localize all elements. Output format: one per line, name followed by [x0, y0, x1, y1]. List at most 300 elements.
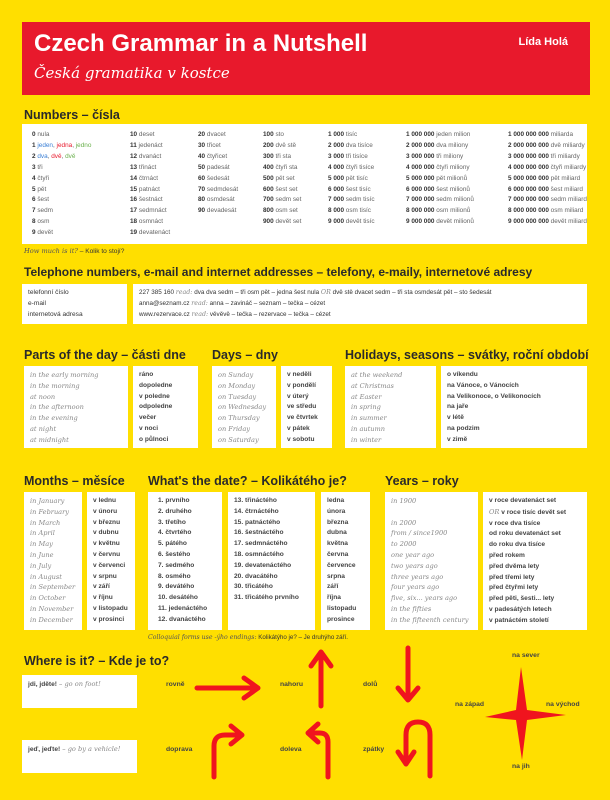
page-subtitle: Česká gramatika v kostce — [34, 64, 230, 82]
item-text: at Easter — [351, 392, 382, 401]
numeral: 700 — [263, 196, 274, 204]
numeral: 12 — [130, 152, 138, 160]
item-text: v létě — [447, 414, 464, 422]
numeral: 3 — [32, 163, 36, 171]
numeral: 3 000 000 000 — [508, 152, 549, 160]
item-text: on Monday — [218, 381, 256, 390]
item-text: před pěti, šesti... lety — [489, 595, 555, 603]
numeral: 400 — [263, 163, 274, 171]
number-word: osm milionů — [436, 207, 471, 215]
numeral: 6 000 000 — [406, 185, 435, 193]
numeral: 60 — [198, 174, 206, 182]
number-word: dvacet — [206, 131, 226, 138]
item-text: 7. sedmého — [158, 561, 195, 569]
numeral: 4 000 — [328, 163, 344, 171]
number-word: devět set — [275, 218, 302, 226]
number-word: sedm miliard — [550, 196, 587, 204]
numeral: 100 — [263, 131, 274, 138]
numeral: 8 000 000 000 — [508, 207, 549, 215]
author: Lída Holá — [518, 36, 568, 48]
numeral: 10 — [130, 131, 138, 138]
arrow-down-icon — [398, 648, 418, 700]
item-text: v lednu — [93, 497, 117, 504]
parts-of-day-heading: Parts of the day – části dne — [24, 348, 186, 362]
item-text: v září — [93, 583, 110, 591]
number-word: čtyři miliony — [436, 163, 470, 171]
number-word: dvě miliardy — [550, 141, 585, 149]
item-text: v prosinci — [93, 615, 125, 623]
item-text: in March — [30, 518, 61, 527]
numeral: 2 000 000 000 — [508, 141, 549, 149]
item-text: dopoledne — [139, 381, 173, 389]
item-text: 8. osmého — [158, 572, 191, 580]
item-text: five, six... years ago — [391, 594, 458, 603]
left-label: doleva — [280, 746, 302, 753]
item-text: on Friday — [218, 424, 251, 433]
number-word: devět milionů — [436, 218, 474, 226]
item-text: 3. třetího — [158, 518, 186, 526]
number-word: tři tisíce — [345, 152, 368, 160]
arrow-right-icon — [197, 678, 258, 698]
item-text: před čtyřmi lety — [489, 584, 539, 592]
compass-star-icon — [485, 667, 566, 760]
item-text: from / since1900 — [391, 529, 448, 538]
foot-cz: jdi, jděte! — [28, 681, 57, 688]
item-text: v zimě — [447, 435, 468, 443]
item-text: v březnu — [93, 518, 121, 526]
numeral: 50 — [198, 163, 206, 171]
item-text: v poledne — [139, 392, 170, 400]
numeral: 3 000 000 — [406, 152, 435, 160]
numeral: 3 000 — [328, 152, 344, 160]
item-text: do roku dva tisíce — [489, 541, 546, 549]
number-word: , — [52, 141, 57, 149]
number-word: jedenáct — [138, 141, 163, 149]
item-text: v roce devatenáct set — [489, 497, 557, 504]
item-text: února — [327, 507, 346, 515]
numeral: 5 000 000 000 — [508, 174, 549, 182]
text: anna – zavináč – seznam – tečka – cézet — [209, 299, 326, 307]
label: e-mail — [28, 299, 46, 307]
item-text: in autumn — [351, 424, 386, 433]
numeral: 14 — [130, 174, 138, 182]
or: OR — [489, 507, 500, 516]
number-word: tisíc — [345, 131, 358, 138]
item-text: v noci — [139, 424, 159, 432]
number-word: devět tisíc — [345, 218, 375, 226]
item-text: před dvěma lety — [489, 562, 540, 570]
item-text: o víkendu — [447, 371, 478, 378]
item-text: listopadu — [327, 604, 357, 612]
numeral: 13 — [130, 163, 138, 171]
item-text: července — [327, 561, 356, 569]
number-word: šest — [37, 196, 50, 204]
item-text: in August — [30, 572, 62, 581]
numeral: 1 000 000 — [406, 131, 435, 138]
foot-en: – go on foot! — [56, 680, 101, 688]
east-label: na východ — [546, 701, 580, 708]
item-text: in September — [30, 583, 76, 592]
numeral: 2 000 000 — [406, 141, 435, 149]
note-en: How much is it? — [24, 247, 78, 255]
number-word: čtyři miliardy — [550, 163, 587, 171]
item-text: in the evening — [30, 414, 78, 423]
value: 227 385 160 — [139, 289, 175, 296]
item-text: in spring — [351, 403, 381, 412]
number-word: padesát — [206, 163, 230, 171]
number-word: , — [47, 152, 52, 160]
item-text: v padesátých letech — [489, 605, 552, 613]
item-text: 30. třicátého — [234, 583, 273, 591]
numeral: 70 — [198, 185, 206, 193]
item-text: in the fifties — [391, 604, 432, 613]
item-text: června — [327, 550, 349, 558]
item-text: in July — [30, 561, 52, 570]
item-text: na podzim — [447, 424, 480, 432]
item-text: ledna — [327, 497, 345, 504]
numeral: 800 — [263, 207, 274, 215]
numeral: 6 — [32, 196, 36, 204]
numeral: 4 000 000 — [406, 163, 435, 171]
number-word: čtyři tisíce — [345, 163, 375, 171]
item-text: v roce dva tisíce — [489, 519, 541, 527]
item-text: v červenci — [93, 561, 126, 569]
numeral: 9 000 000 000 — [508, 218, 549, 226]
numbers-heading: Numbers – čísla — [24, 108, 120, 122]
numeral: 11 — [130, 141, 137, 149]
number-word: sedm — [37, 207, 53, 215]
number-word: devět — [37, 229, 53, 237]
number-word: třináct — [138, 163, 157, 171]
item-text: v neděli — [287, 371, 312, 378]
number-word: sedm set — [275, 196, 302, 204]
number-word: dvě — [51, 152, 62, 160]
numeral: 16 — [130, 196, 138, 204]
number-word: osm set — [275, 207, 298, 215]
item-text: 9. devátého — [158, 583, 195, 591]
numeral: 0 — [32, 131, 36, 138]
number-word: nula — [37, 131, 50, 138]
number-word: osm miliard — [550, 207, 584, 215]
years-heading: Years – roky — [385, 474, 459, 488]
number-word: čtyři — [37, 174, 50, 182]
item-text: srpna — [327, 572, 345, 580]
item-text: 20. dvacátého — [234, 572, 278, 580]
item-text: on Wednesday — [218, 403, 267, 412]
item-text: od roku devatenáct set — [489, 530, 561, 538]
number-word: dvanáct — [138, 152, 162, 160]
numeral: 4 — [32, 174, 36, 182]
item-text: in summer — [351, 414, 387, 423]
u-turn-icon — [398, 722, 430, 776]
numeral: 5 000 — [328, 174, 344, 182]
item-text: před třemi lety — [489, 573, 535, 581]
text: dva dva sedm – tři osm pět – jedna šest nula — [194, 289, 320, 296]
page-title: Czech Grammar in a Nutshell — [34, 30, 368, 57]
number-word: osm tisíc — [345, 207, 371, 215]
item-text: dubna — [327, 529, 347, 537]
numeral: 20 — [198, 131, 206, 138]
item-text: 11. jedenáctého — [158, 604, 208, 612]
item-text: one year ago — [391, 550, 435, 559]
number-word: pět miliard — [550, 174, 581, 182]
value: anna@seznam.cz — [139, 299, 190, 307]
note-cz: Kolikátýho je? – Je druhýho září. — [256, 634, 349, 641]
number-word: jedna — [56, 141, 73, 149]
read: read: — [191, 299, 208, 307]
item-text: v patnáctém století — [489, 616, 549, 624]
number-word: dvě — [65, 152, 76, 160]
numeral: 7 — [32, 207, 36, 215]
numeral: 40 — [198, 152, 206, 160]
label: internetová adresa — [28, 310, 83, 318]
item-text: at the weekend — [351, 371, 403, 379]
west-label: na západ — [455, 701, 485, 708]
number-word: devadesát — [206, 207, 237, 215]
number-word: pět milionů — [436, 174, 468, 182]
number-word: patnáct — [138, 185, 160, 193]
up-label: nahoru — [280, 681, 304, 688]
numeral: 17 — [130, 207, 138, 215]
number-word: jeden milion — [436, 131, 471, 138]
number-word: šest miliard — [550, 185, 583, 193]
vehicle-cz: jeď, jeďte! — [28, 746, 61, 753]
item-text: v roce tisíc devět set — [501, 508, 567, 516]
number-word: třicet — [206, 141, 221, 149]
number-word: pět tisíc — [345, 174, 368, 182]
item-text: 19. devatenáctého — [234, 561, 292, 569]
note-en: Colloquial forms use -ýho endings: — [148, 634, 257, 641]
numeral: 500 — [263, 174, 274, 182]
turn-left-icon — [308, 724, 328, 777]
vehicle-en: – go by a vehicle! — [60, 745, 121, 753]
south-label: na jih — [512, 763, 530, 770]
item-text: three years ago — [391, 572, 444, 581]
item-text: in the morning — [30, 381, 80, 390]
number-word: sedm milionů — [436, 196, 474, 204]
item-text: in the afternoon — [30, 403, 84, 412]
item-text: prosince — [327, 615, 355, 623]
numeral: 200 — [263, 141, 274, 149]
item-text: 12. dvanáctého — [158, 615, 206, 623]
where-heading: Where is it? – Kde je to? — [24, 654, 170, 668]
number-word: sto — [275, 131, 284, 138]
item-text: na Velikonoce, o Velikonocích — [447, 392, 541, 400]
numeral: 9 000 — [328, 218, 344, 226]
turn-right-icon — [214, 726, 242, 777]
number-word: devatenáct — [138, 229, 171, 237]
text: věvěvě – tečka – rezervace – tečka – cézet — [209, 310, 331, 318]
number-word: sedmnáct — [138, 207, 167, 215]
number-word: šest set — [275, 185, 298, 193]
numeral: 2 000 — [328, 141, 344, 149]
numeral: 15 — [130, 185, 138, 193]
text: dvě stě dvacet sedm – tři sta osmdesát pět – sto šedesát — [332, 289, 492, 296]
right-label: doprava — [166, 746, 193, 753]
value: www.rezervace.cz — [139, 310, 190, 318]
item-text: v srpnu — [93, 572, 117, 580]
number-word: jedno — [75, 141, 92, 149]
months-heading: Months – měsíce — [24, 474, 125, 488]
item-text: to 2000 — [391, 540, 417, 549]
number-word: osm — [37, 218, 50, 226]
item-text: v květnu — [93, 540, 120, 548]
item-text: on Thursday — [218, 414, 260, 423]
numeral: 1 — [32, 141, 36, 149]
item-text: května — [327, 540, 348, 548]
item-text: two years ago — [391, 561, 438, 570]
item-text: září — [327, 583, 339, 591]
item-text: in 1900 — [391, 497, 417, 505]
item-text: 1. prvního — [158, 497, 190, 504]
or: OR — [320, 289, 331, 296]
date-heading: What's the date? – Kolikátého je? — [148, 474, 347, 488]
item-text: 18. osmnáctého — [234, 550, 284, 558]
read: read: — [175, 289, 193, 296]
numeral: 7 000 — [328, 196, 344, 204]
item-text: in winter — [351, 435, 382, 444]
numeral: 5 — [32, 185, 36, 193]
item-text: on Tuesday — [218, 392, 257, 401]
numeral: 600 — [263, 185, 274, 193]
number-word: sedmdesát — [206, 185, 239, 193]
item-text: in the early morning — [30, 371, 99, 379]
item-text: v úterý — [287, 392, 309, 400]
item-text: večer — [139, 414, 157, 422]
item-text: 31. třicátého prvního — [234, 594, 299, 602]
item-text: 15. patnáctého — [234, 518, 281, 526]
item-text: 16. šestnáctého — [234, 529, 284, 537]
down-label: dolů — [363, 681, 378, 688]
number-word: sedm tisíc — [345, 196, 375, 204]
item-text: 14. čtrnáctého — [234, 507, 279, 515]
holidays-heading: Holidays, seasons – svátky, roční období — [345, 348, 589, 362]
number-word: dva — [37, 152, 48, 160]
arrow-up-icon — [311, 652, 331, 706]
item-text: 4. čtvrtého — [158, 529, 192, 537]
item-text: v pondělí — [287, 381, 316, 389]
item-text: in December — [30, 615, 73, 624]
numeral: 18 — [130, 218, 138, 226]
number-word: dvě stě — [275, 141, 297, 149]
item-text: ráno — [139, 371, 154, 378]
number-word: tři sta — [275, 152, 292, 160]
number-word: pět set — [275, 174, 295, 182]
item-text: in April — [30, 529, 55, 538]
item-text: v říjnu — [93, 594, 113, 602]
number-word: dva tisíce — [345, 141, 373, 149]
number-word: pět — [37, 185, 47, 193]
number-word: jeden — [37, 141, 53, 149]
item-text: in January — [30, 497, 65, 505]
item-text: at noon — [30, 392, 56, 401]
item-text: in June — [30, 550, 54, 559]
numeral: 2 — [32, 152, 36, 160]
number-word: deset — [138, 131, 155, 138]
item-text: 5. pátého — [158, 540, 187, 548]
numeral: 6 000 — [328, 185, 344, 193]
item-text: 2. druhého — [158, 507, 192, 515]
item-text: 6. šestého — [158, 550, 191, 558]
numeral: 9 — [32, 229, 36, 237]
days-heading: Days – dny — [212, 348, 279, 362]
item-text: on Sunday — [218, 371, 254, 379]
item-text: 13. třináctého — [234, 497, 277, 504]
number-word: osmnáct — [138, 218, 164, 226]
item-text: odpoledne — [139, 403, 173, 411]
north-label: na sever — [512, 652, 540, 659]
numeral: 7 000 000 — [406, 196, 435, 204]
number-word: miliarda — [550, 131, 574, 138]
item-text: four years ago — [391, 583, 440, 592]
item-text: in November — [30, 604, 74, 613]
number-word: čtyři sta — [275, 163, 298, 171]
number-word: , — [72, 141, 76, 149]
item-text: v červnu — [93, 550, 121, 558]
item-text: in the fifteenth century — [391, 615, 469, 624]
numeral: 8 — [32, 218, 36, 226]
numeral: 6 000 000 000 — [508, 185, 549, 193]
item-text: at midnight — [30, 435, 69, 444]
numeral: 300 — [263, 152, 274, 160]
straight-label: rovně — [166, 681, 185, 688]
item-text: v pátek — [287, 424, 310, 432]
item-text: o půlnoci — [139, 435, 169, 443]
item-text: 10. desátého — [158, 594, 198, 602]
number-word: šestnáct — [138, 196, 163, 204]
numeral: 5 000 000 — [406, 174, 435, 182]
item-text: na Vánoce, o Vánocích — [447, 381, 519, 389]
numeral: 90 — [198, 207, 206, 215]
item-text: v sobotu — [287, 435, 315, 443]
item-text: in May — [30, 540, 53, 549]
item-text: v únoru — [93, 507, 118, 515]
numeral: 4 000 000 000 — [508, 163, 549, 171]
numeral: 30 — [198, 141, 206, 149]
numeral: 80 — [198, 196, 206, 204]
label: telefonní číslo — [28, 289, 69, 296]
telephone-heading: Telephone numbers, e-mail and internet addresses – telefony, e-maily, internetové adresy — [24, 265, 533, 279]
item-text: v listopadu — [93, 604, 128, 612]
item-text: března — [327, 518, 349, 526]
item-text: ve středu — [287, 403, 317, 411]
item-text: in 2000 — [391, 518, 417, 527]
item-text: v dubnu — [93, 529, 119, 537]
item-text: on Saturday — [218, 435, 259, 444]
item-text: in February — [30, 507, 69, 516]
numeral: 1 000 000 000 — [508, 131, 549, 138]
numeral: 19 — [130, 229, 138, 237]
number-word: tři miliony — [436, 152, 464, 160]
number-word: tři — [37, 163, 43, 171]
back-label: zpátky — [363, 746, 385, 753]
item-text: at Christmas — [351, 381, 394, 390]
numeral: 8 000 — [328, 207, 344, 215]
item-text: na jaře — [447, 403, 469, 411]
numeral: 7 000 000 000 — [508, 196, 549, 204]
numeral: 1 000 — [328, 131, 344, 138]
numeral: 8 000 000 — [406, 207, 435, 215]
numeral: 9 000 000 — [406, 218, 435, 226]
number-word: osmdesát — [206, 196, 235, 204]
note-cz: – Kolik to stojí? — [77, 248, 125, 255]
item-text: před rokem — [489, 551, 525, 559]
item-text: října — [327, 594, 341, 602]
number-word: devět miliard — [550, 218, 587, 226]
number-word: šedesát — [206, 174, 230, 182]
item-text: in October — [30, 594, 66, 603]
item-text: 17. sedmnáctého — [234, 540, 288, 548]
